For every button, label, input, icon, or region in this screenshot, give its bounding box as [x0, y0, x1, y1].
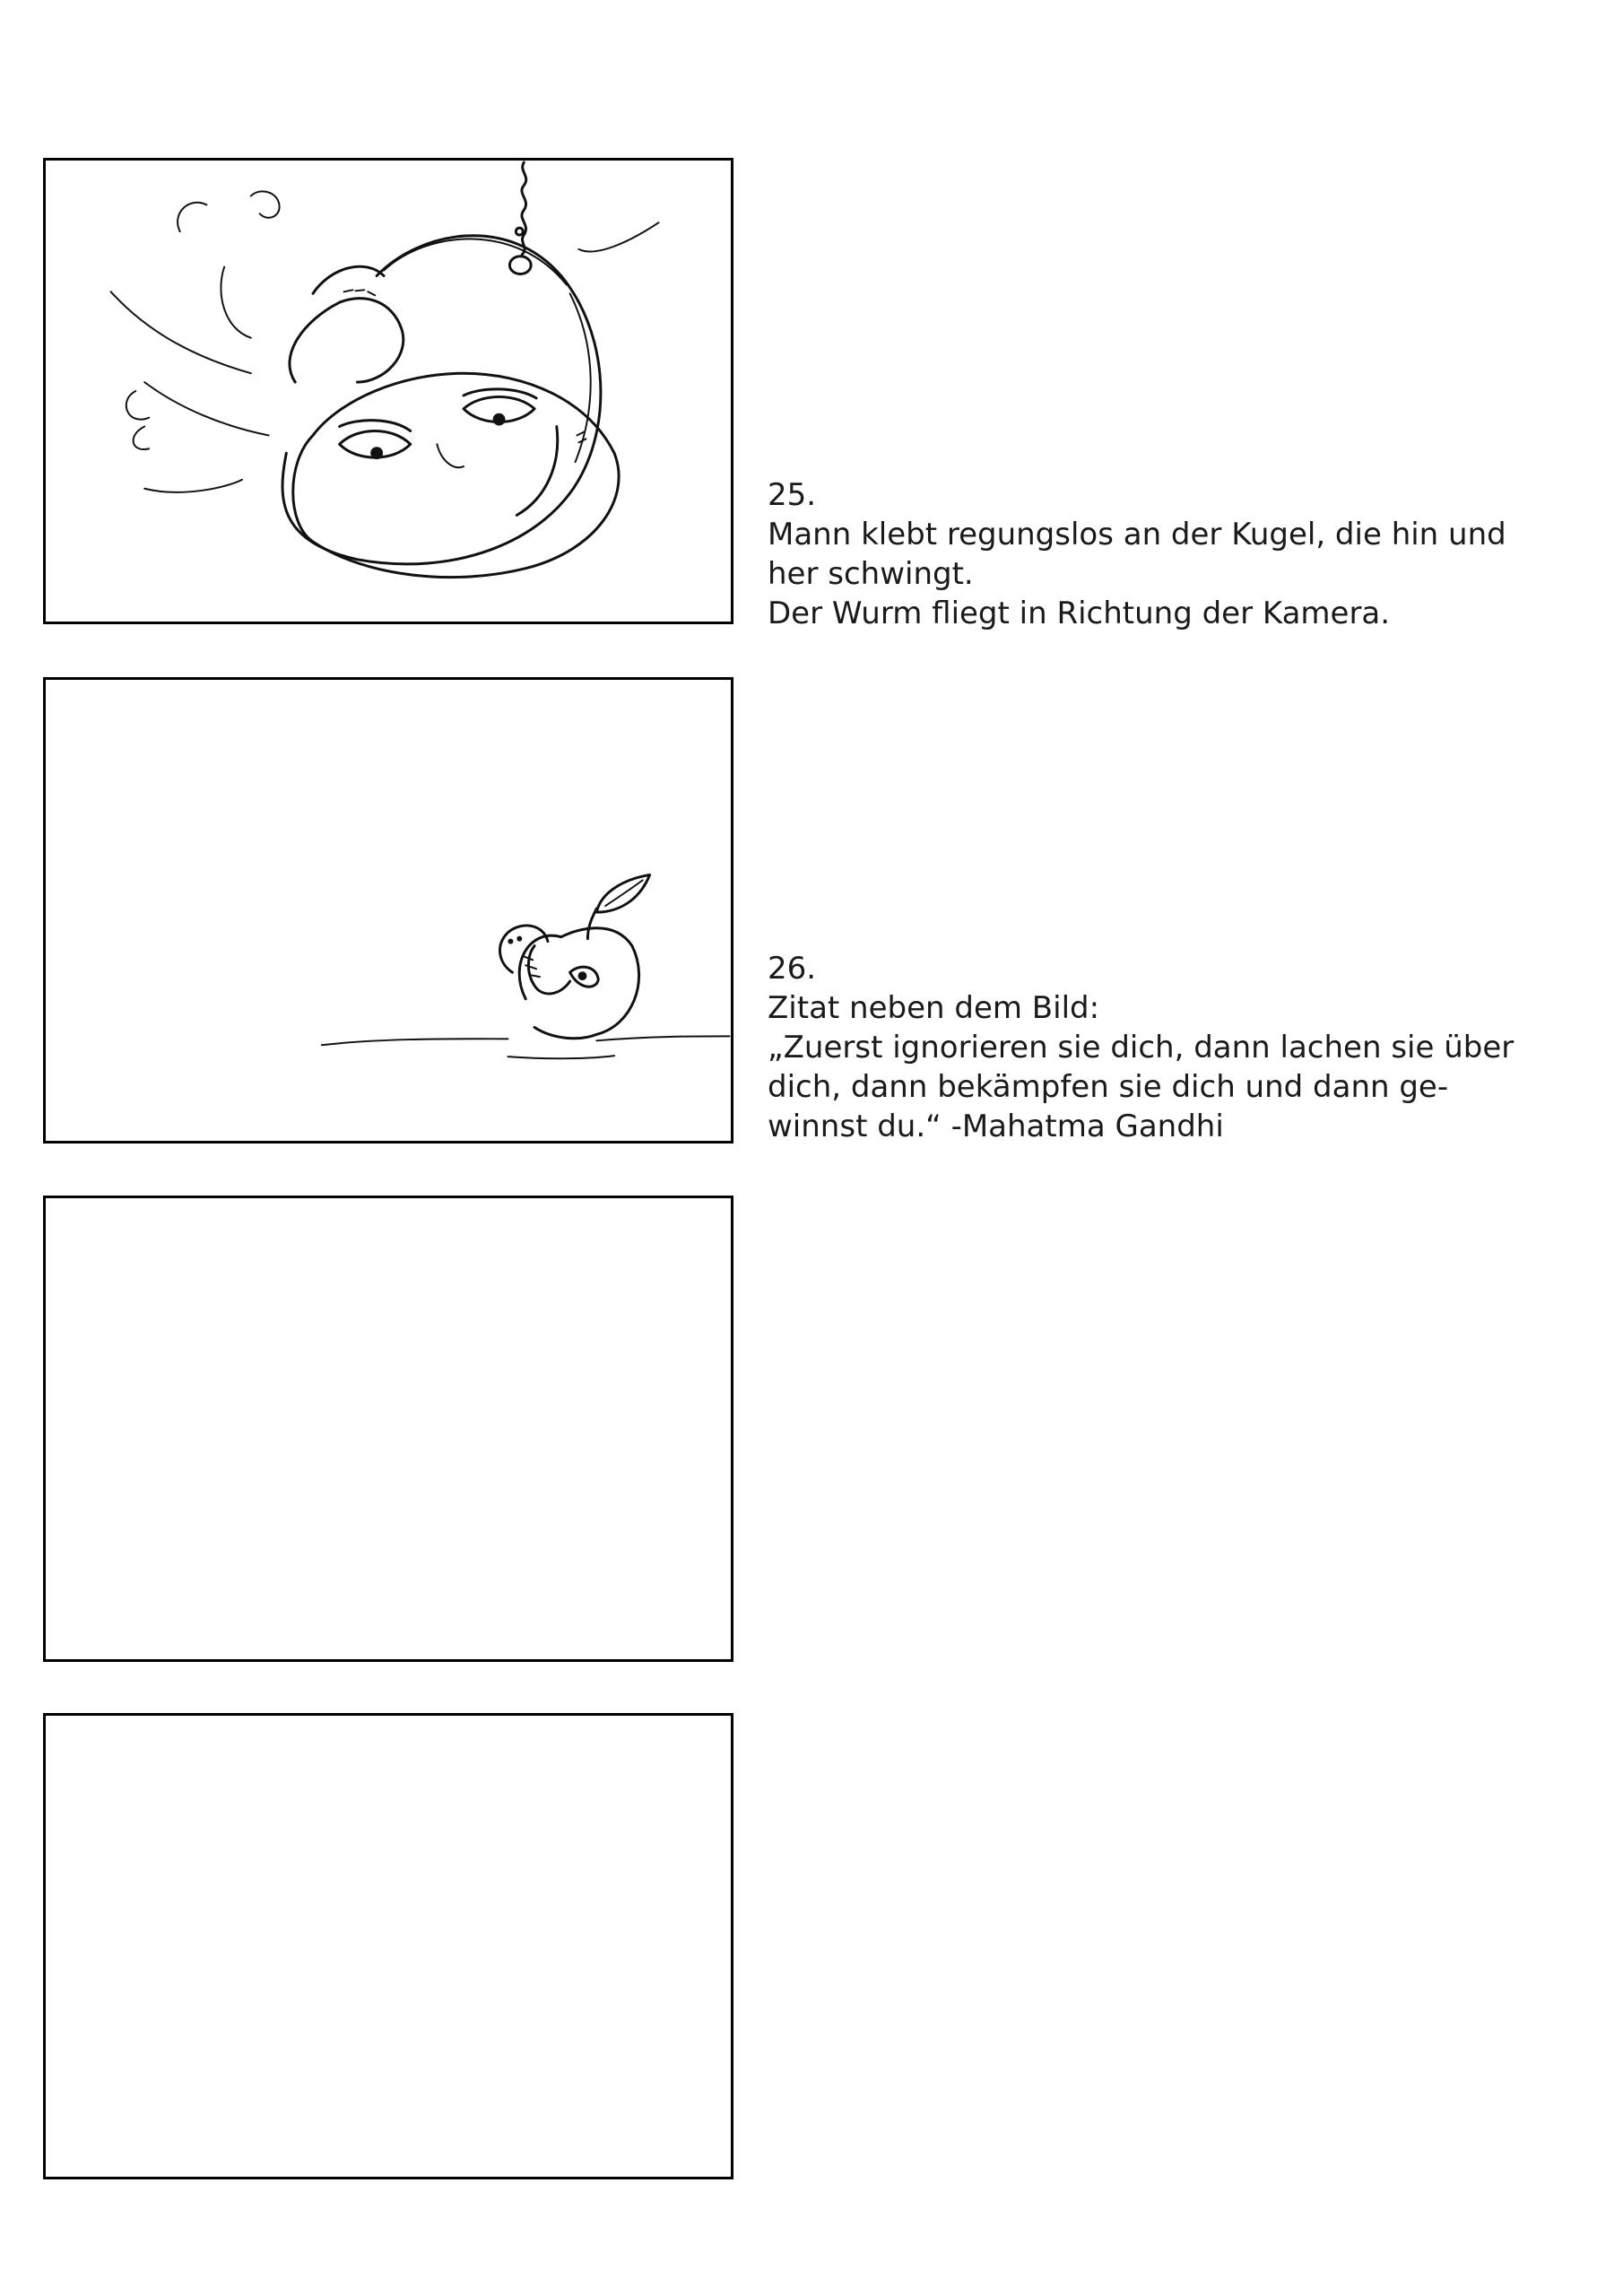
panel-number: 25.: [768, 477, 817, 513]
storyboard-frame-26: [43, 677, 733, 1144]
panel-description: Zitat neben dem Bild: „Zuerst ignorieren sie dich, dann lachen sie über dich, dann bekämpfen sie dich und dann ge- winnst du.“ -Mahatma Gandhi: [768, 990, 1515, 1144]
storyboard-frame-empty-2: [43, 1713, 733, 2179]
panel-number: 26.: [768, 951, 817, 987]
panel-description: Mann klebt regungslos an der Kugel, die hin und her schwingt. Der Wurm fliegt in Richtung der Kamera.: [768, 517, 1506, 631]
sketch-worm-in-apple: [46, 680, 731, 1141]
storyboard-frame-25: [43, 158, 733, 624]
sketch-man-on-wrecking-ball: [46, 161, 731, 622]
panel-caption-25: [768, 475, 1575, 633]
panel-caption-26: [768, 949, 1575, 1146]
storyboard-frame-empty-1: [43, 1196, 733, 1662]
